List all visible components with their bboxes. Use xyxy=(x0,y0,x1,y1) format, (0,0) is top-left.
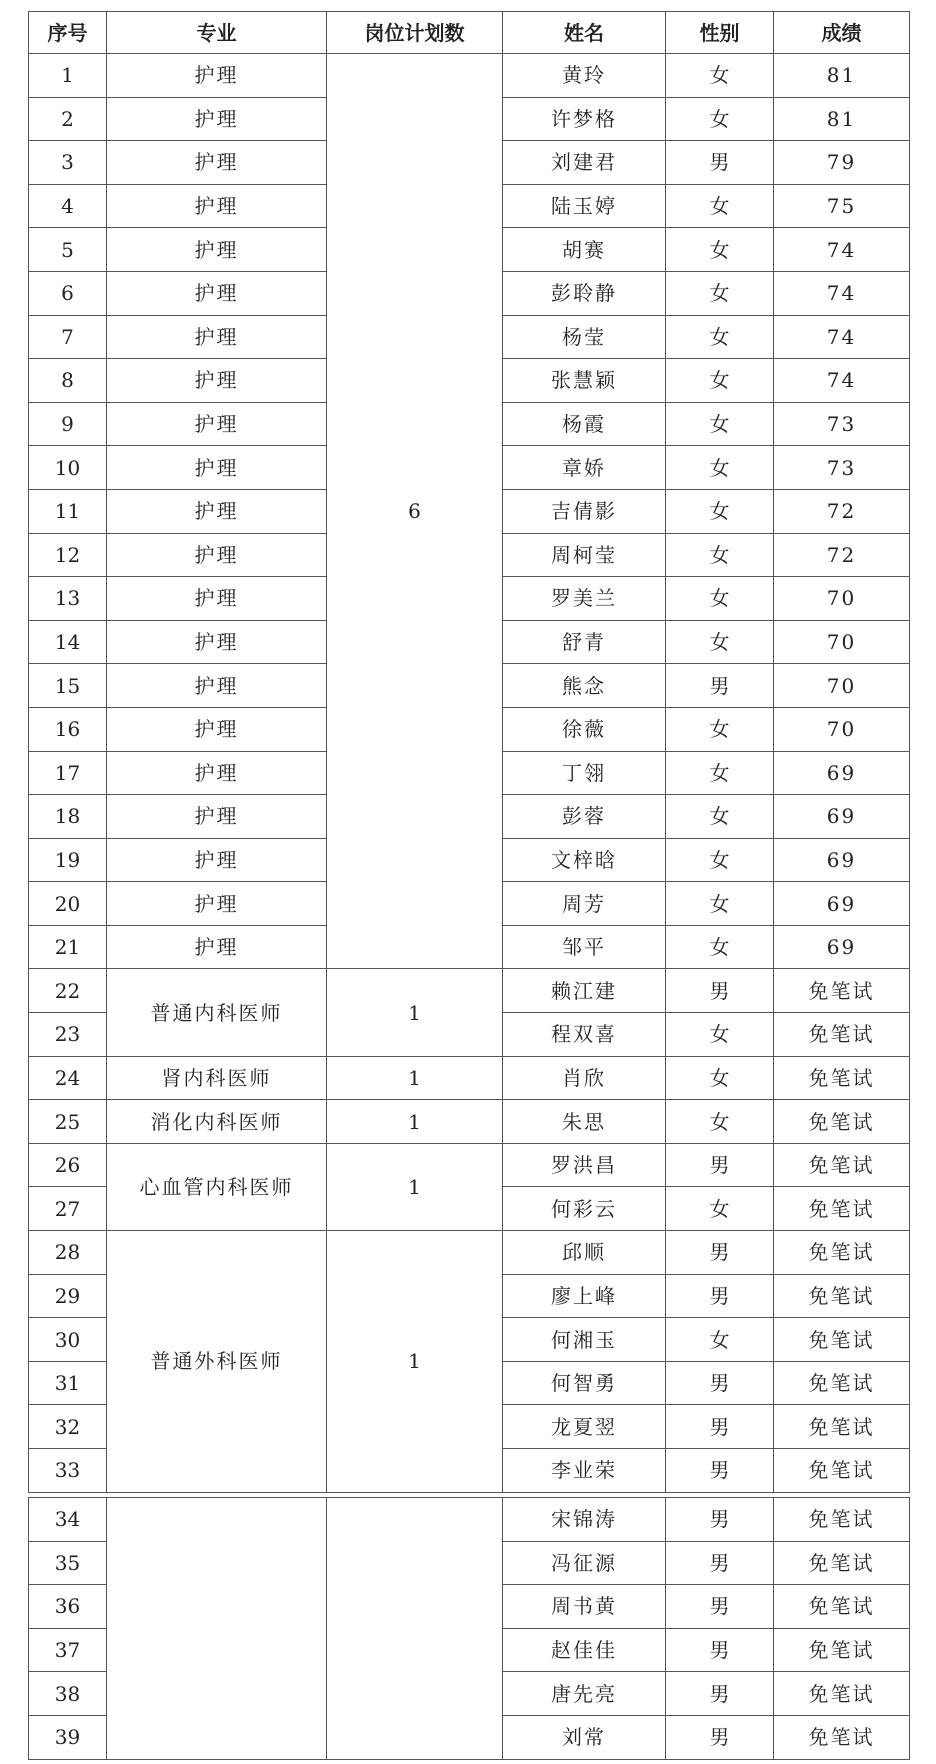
gender-cell: 女 xyxy=(666,1013,774,1057)
score-cell: 免笔试 xyxy=(774,1100,910,1144)
score-cell: 69 xyxy=(774,795,910,839)
score-cell: 70 xyxy=(774,577,910,621)
name-cell: 刘建君 xyxy=(503,141,666,185)
results-table-continued xyxy=(28,1497,910,1760)
gender-cell: 男 xyxy=(666,1585,774,1629)
seq-cell: 5 xyxy=(29,228,107,272)
score-cell: 81 xyxy=(774,97,910,141)
score-cell: 75 xyxy=(774,184,910,228)
name-cell: 彭蓉 xyxy=(503,795,666,839)
gender-cell: 男 xyxy=(666,1143,774,1187)
name-cell: 何智勇 xyxy=(503,1361,666,1405)
score-cell: 免笔试 xyxy=(774,1541,910,1585)
name-cell: 罗洪昌 xyxy=(503,1143,666,1187)
name-cell: 宋锦涛 xyxy=(503,1498,666,1542)
seq-cell: 36 xyxy=(29,1585,107,1629)
major-cell: 护理 xyxy=(107,577,327,621)
name-cell: 彭聆静 xyxy=(503,271,666,315)
seq-cell: 18 xyxy=(29,795,107,839)
major-cell xyxy=(107,1498,327,1760)
name-cell: 刘常 xyxy=(503,1715,666,1759)
table-row xyxy=(29,1100,910,1144)
gender-cell: 女 xyxy=(666,1056,774,1100)
name-cell: 赵佳佳 xyxy=(503,1628,666,1672)
score-cell: 72 xyxy=(774,533,910,577)
gender-cell: 男 xyxy=(666,1274,774,1318)
name-cell: 文梓晗 xyxy=(503,838,666,882)
seq-cell: 22 xyxy=(29,969,107,1013)
gender-cell: 女 xyxy=(666,751,774,795)
seq-cell: 8 xyxy=(29,359,107,403)
major-cell: 护理 xyxy=(107,707,327,751)
score-cell: 69 xyxy=(774,882,910,926)
score-cell: 免笔试 xyxy=(774,1274,910,1318)
header-major: 专业 xyxy=(107,12,327,54)
score-cell: 免笔试 xyxy=(774,1143,910,1187)
score-cell: 74 xyxy=(774,228,910,272)
major-cell: 护理 xyxy=(107,228,327,272)
seq-cell: 13 xyxy=(29,577,107,621)
plan-cell: 1 xyxy=(327,969,503,1056)
gender-cell: 女 xyxy=(666,402,774,446)
score-cell: 免笔试 xyxy=(774,1498,910,1542)
plan-cell: 1 xyxy=(327,1100,503,1144)
major-cell: 护理 xyxy=(107,489,327,533)
name-cell: 邹平 xyxy=(503,925,666,969)
score-cell: 免笔试 xyxy=(774,1449,910,1493)
gender-cell: 女 xyxy=(666,446,774,490)
gender-cell: 男 xyxy=(666,1361,774,1405)
name-cell: 胡赛 xyxy=(503,228,666,272)
score-cell: 81 xyxy=(774,54,910,98)
seq-cell: 38 xyxy=(29,1672,107,1716)
gender-cell: 女 xyxy=(666,1187,774,1231)
table-row xyxy=(29,1056,910,1100)
name-cell: 周芳 xyxy=(503,882,666,926)
name-cell: 肖欣 xyxy=(503,1056,666,1100)
plan-cell xyxy=(327,1498,503,1760)
major-cell: 护理 xyxy=(107,838,327,882)
score-cell: 69 xyxy=(774,925,910,969)
name-cell: 何彩云 xyxy=(503,1187,666,1231)
name-cell: 杨莹 xyxy=(503,315,666,359)
seq-cell: 26 xyxy=(29,1143,107,1187)
gender-cell: 女 xyxy=(666,620,774,664)
name-cell: 周柯莹 xyxy=(503,533,666,577)
major-cell: 护理 xyxy=(107,184,327,228)
seq-cell: 1 xyxy=(29,54,107,98)
header-seq: 序号 xyxy=(29,12,107,54)
major-cell: 普通内科医师 xyxy=(107,969,327,1056)
name-cell: 李业荣 xyxy=(503,1449,666,1493)
name-cell: 许梦格 xyxy=(503,97,666,141)
major-cell: 护理 xyxy=(107,882,327,926)
score-cell: 免笔试 xyxy=(774,1318,910,1362)
score-cell: 免笔试 xyxy=(774,1672,910,1716)
seq-cell: 2 xyxy=(29,97,107,141)
gender-cell: 女 xyxy=(666,1100,774,1144)
gender-cell: 女 xyxy=(666,925,774,969)
name-cell: 何湘玉 xyxy=(503,1318,666,1362)
seq-cell: 15 xyxy=(29,664,107,708)
seq-cell: 21 xyxy=(29,925,107,969)
score-cell: 74 xyxy=(774,271,910,315)
seq-cell: 9 xyxy=(29,402,107,446)
score-cell: 免笔试 xyxy=(774,1056,910,1100)
table-row xyxy=(29,1143,910,1187)
plan-cell: 1 xyxy=(327,1143,503,1230)
gender-cell: 男 xyxy=(666,1405,774,1449)
seq-cell: 23 xyxy=(29,1013,107,1057)
major-cell: 护理 xyxy=(107,533,327,577)
seq-cell: 11 xyxy=(29,489,107,533)
header-plan: 岗位计划数 xyxy=(327,12,503,54)
gender-cell: 女 xyxy=(666,54,774,98)
gender-cell: 女 xyxy=(666,184,774,228)
name-cell: 徐薇 xyxy=(503,707,666,751)
seq-cell: 24 xyxy=(29,1056,107,1100)
plan-cell: 6 xyxy=(327,54,503,969)
score-cell: 免笔试 xyxy=(774,1187,910,1231)
score-cell: 74 xyxy=(774,359,910,403)
seq-cell: 32 xyxy=(29,1405,107,1449)
gender-cell: 男 xyxy=(666,1541,774,1585)
gender-cell: 女 xyxy=(666,707,774,751)
header-score: 成绩 xyxy=(774,12,910,54)
name-cell: 程双喜 xyxy=(503,1013,666,1057)
gender-cell: 女 xyxy=(666,577,774,621)
score-cell: 免笔试 xyxy=(774,1585,910,1629)
score-cell: 74 xyxy=(774,315,910,359)
gender-cell: 女 xyxy=(666,1318,774,1362)
major-cell: 护理 xyxy=(107,97,327,141)
major-cell: 护理 xyxy=(107,925,327,969)
name-cell: 唐先亮 xyxy=(503,1672,666,1716)
seq-cell: 39 xyxy=(29,1715,107,1759)
major-cell: 护理 xyxy=(107,751,327,795)
gender-cell: 男 xyxy=(666,1628,774,1672)
name-cell: 陆玉婷 xyxy=(503,184,666,228)
seq-cell: 17 xyxy=(29,751,107,795)
seq-cell: 4 xyxy=(29,184,107,228)
name-cell: 冯征源 xyxy=(503,1541,666,1585)
score-cell: 73 xyxy=(774,446,910,490)
score-cell: 免笔试 xyxy=(774,1231,910,1275)
gender-cell: 男 xyxy=(666,141,774,185)
name-cell: 龙夏翌 xyxy=(503,1405,666,1449)
table-row xyxy=(29,1231,910,1275)
major-cell: 护理 xyxy=(107,446,327,490)
seq-cell: 31 xyxy=(29,1361,107,1405)
seq-cell: 10 xyxy=(29,446,107,490)
major-cell: 消化内科医师 xyxy=(107,1100,327,1144)
score-cell: 72 xyxy=(774,489,910,533)
major-cell: 普通外科医师 xyxy=(107,1231,327,1493)
major-cell: 护理 xyxy=(107,795,327,839)
gender-cell: 女 xyxy=(666,97,774,141)
major-cell: 护理 xyxy=(107,271,327,315)
major-cell: 护理 xyxy=(107,54,327,98)
gender-cell: 男 xyxy=(666,1449,774,1493)
name-cell: 吉倩影 xyxy=(503,489,666,533)
plan-cell: 1 xyxy=(327,1231,503,1493)
score-cell: 免笔试 xyxy=(774,1361,910,1405)
score-cell: 免笔试 xyxy=(774,1715,910,1759)
plan-cell: 1 xyxy=(327,1056,503,1100)
major-cell: 护理 xyxy=(107,620,327,664)
seq-cell: 25 xyxy=(29,1100,107,1144)
name-cell: 张慧颖 xyxy=(503,359,666,403)
seq-cell: 3 xyxy=(29,141,107,185)
name-cell: 周书黄 xyxy=(503,1585,666,1629)
major-cell: 护理 xyxy=(107,402,327,446)
gender-cell: 女 xyxy=(666,795,774,839)
gender-cell: 男 xyxy=(666,1672,774,1716)
score-cell: 69 xyxy=(774,838,910,882)
seq-cell: 19 xyxy=(29,838,107,882)
name-cell: 罗美兰 xyxy=(503,577,666,621)
score-cell: 免笔试 xyxy=(774,1628,910,1672)
seq-cell: 37 xyxy=(29,1628,107,1672)
seq-cell: 28 xyxy=(29,1231,107,1275)
score-cell: 79 xyxy=(774,141,910,185)
gender-cell: 女 xyxy=(666,489,774,533)
seq-cell: 30 xyxy=(29,1318,107,1362)
gender-cell: 男 xyxy=(666,969,774,1013)
major-cell: 护理 xyxy=(107,359,327,403)
gender-cell: 男 xyxy=(666,664,774,708)
results-table xyxy=(28,11,910,1493)
seq-cell: 34 xyxy=(29,1498,107,1542)
gender-cell: 女 xyxy=(666,533,774,577)
score-cell: 70 xyxy=(774,707,910,751)
major-cell: 肾内科医师 xyxy=(107,1056,327,1100)
seq-cell: 27 xyxy=(29,1187,107,1231)
major-cell: 护理 xyxy=(107,315,327,359)
gender-cell: 女 xyxy=(666,359,774,403)
name-cell: 廖上峰 xyxy=(503,1274,666,1318)
name-cell: 熊念 xyxy=(503,664,666,708)
table-row xyxy=(29,54,910,98)
seq-cell: 6 xyxy=(29,271,107,315)
name-cell: 邱顺 xyxy=(503,1231,666,1275)
table-row xyxy=(29,1498,910,1542)
score-cell: 免笔试 xyxy=(774,1013,910,1057)
name-cell: 杨霞 xyxy=(503,402,666,446)
major-cell: 心血管内科医师 xyxy=(107,1143,327,1230)
header-name: 姓名 xyxy=(503,12,666,54)
gender-cell: 女 xyxy=(666,882,774,926)
score-cell: 70 xyxy=(774,664,910,708)
gender-cell: 女 xyxy=(666,838,774,882)
major-cell: 护理 xyxy=(107,664,327,708)
name-cell: 丁翎 xyxy=(503,751,666,795)
seq-cell: 12 xyxy=(29,533,107,577)
gender-cell: 女 xyxy=(666,271,774,315)
major-cell: 护理 xyxy=(107,141,327,185)
gender-cell: 男 xyxy=(666,1715,774,1759)
seq-cell: 29 xyxy=(29,1274,107,1318)
table-header-row xyxy=(29,12,910,54)
score-cell: 70 xyxy=(774,620,910,664)
score-cell: 69 xyxy=(774,751,910,795)
gender-cell: 男 xyxy=(666,1231,774,1275)
score-cell: 免笔试 xyxy=(774,969,910,1013)
score-cell: 免笔试 xyxy=(774,1405,910,1449)
score-cell: 73 xyxy=(774,402,910,446)
seq-cell: 35 xyxy=(29,1541,107,1585)
header-gender: 性别 xyxy=(666,12,774,54)
name-cell: 章娇 xyxy=(503,446,666,490)
seq-cell: 7 xyxy=(29,315,107,359)
gender-cell: 男 xyxy=(666,1498,774,1542)
gender-cell: 女 xyxy=(666,315,774,359)
seq-cell: 20 xyxy=(29,882,107,926)
name-cell: 赖江建 xyxy=(503,969,666,1013)
table-row xyxy=(29,969,910,1013)
seq-cell: 33 xyxy=(29,1449,107,1493)
name-cell: 舒青 xyxy=(503,620,666,664)
gender-cell: 女 xyxy=(666,228,774,272)
seq-cell: 16 xyxy=(29,707,107,751)
name-cell: 黄玲 xyxy=(503,54,666,98)
seq-cell: 14 xyxy=(29,620,107,664)
name-cell: 朱思 xyxy=(503,1100,666,1144)
